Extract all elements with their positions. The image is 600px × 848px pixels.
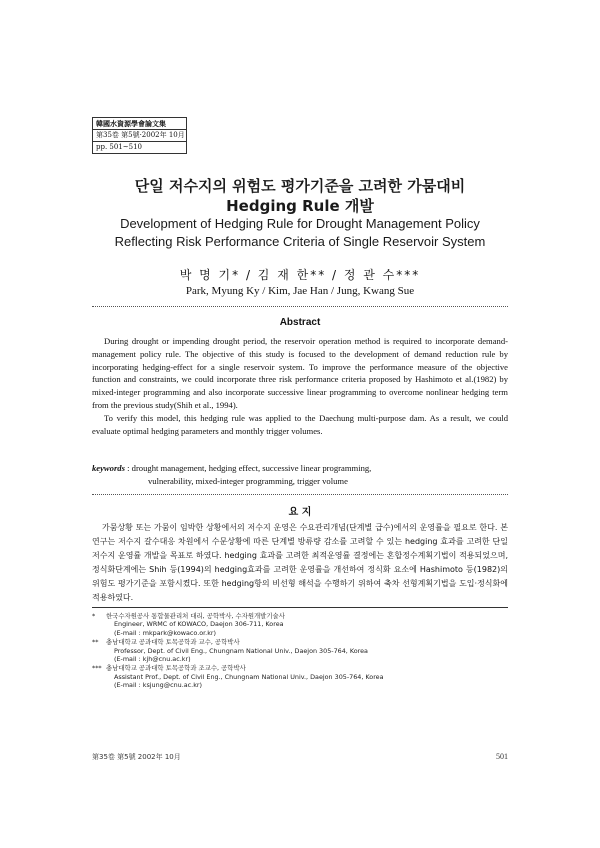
authors-english: Park, Myung Ky / Kim, Jae Han / Jung, Kwang Sue: [185, 285, 415, 297]
footnote-3-line3: (E-mail : ksjung@cnu.ac.kr): [114, 681, 203, 690]
footnote-1: [92, 612, 508, 637]
abstract-paragraph-1: During drought or impending drought period, the reservoir operation method is required to incorporate demand-management policy rule. The objective of this study is focused to the development of demand reduction rule by incorporating hedging-effect for a single reservoir system. To improve the performance measure of the objective function and constraints, we could incorporate three risk performance criteria proposed by Hashimoto et al.(1982) by mixed-integer programming and also incorporate successive linear programming to overcome nonlinear hedging term from the previous study(Shih et al., 1994).: [92, 336, 508, 410]
summary-body: 가뭄상황 또는 가뭄이 임박한 상황에서의 저수지 운영은 수요관리개념(단계별 급수)에서의 운영률을 필요로 한다. 본 연구는 저수지 갈수대응 차원에서 수문상황에 따른 단계별 방류량 감소를 고려할 수 있는 hedging 효과를 고려한 단일 저수지 운영률 개발을 목표로 하였다. hedging 효과를 고려한 최적운영률 결정에는 혼합정수계획기법이 적용되었으며, 정식화단계에는 Shih 등(1994)의 hedging효과를 고려한 운영률을 개선하여 정식화 요소에 Hashimoto 등(1982)의 위험도 평가기준을 포함시켰다. 또한 hedging항의 비선형 해석을 수행하기 위하여 축차 선형계획기법을 도입·정식화에 적용하였다.: [92, 523, 508, 602]
page-number: 501: [496, 752, 508, 761]
footnote-1-line3: (E-mail : mkpark@kowaco.or.kr): [114, 628, 217, 637]
journal-info-box: [92, 117, 187, 154]
title-english-line2: Reflecting Risk Performance Criteria of Single Reservoir System: [114, 234, 486, 249]
abstract-heading: Abstract: [279, 317, 321, 328]
divider-top: [92, 306, 508, 307]
footnote-2: [92, 638, 508, 663]
title-korean-line2: Hedging Rule 개발: [226, 197, 374, 215]
divider-middle: [92, 494, 508, 495]
journal-volume: 第35卷 第5號·2002年 10月: [93, 130, 186, 142]
footnote-3-line1: 충남대학교 공과대학 토목공학과 조교수, 공학박사: [106, 664, 246, 673]
keywords: [92, 462, 508, 488]
footnote-2-line3: (E-mail : kjh@cnu.ac.kr): [114, 655, 191, 664]
journal-pages: pp. 501~510: [96, 143, 142, 151]
footnote-2-mark: **: [92, 638, 99, 647]
abstract-paragraph-2: To verify this model, this hedging rule was applied to the Daechung multi-purpose dam. As a result, we could evaluate optimal hedging parameters and monthly trigger volumes.: [92, 412, 508, 436]
footnote-2-line1: 충남대학교 공과대학 토목공학과 교수, 공학박사: [106, 638, 240, 647]
abstract-body: [92, 335, 508, 437]
footnote-2-line2: Professor, Dept. of Civil Eng., Chungnam National Univ., Daejon 305-764, Korea: [114, 646, 368, 655]
keywords-line2: vulnerability, mixed-integer programming, trigger volume: [148, 476, 348, 486]
footnote-3-mark: ***: [92, 664, 102, 673]
summary-heading: 요 지: [288, 507, 312, 518]
footnote-3-line2: Assistant Prof., Dept. of Civil Eng., Chungnam National Univ., Daejon 305-764, Korea: [114, 672, 384, 681]
keywords-line1: : drought management, hedging effect, successive linear programming,: [127, 463, 372, 473]
journal-name: 韓國水資源學會論文集: [93, 118, 186, 130]
footnote-separator: [92, 607, 508, 608]
authors-korean: 박 명 기* / 김 재 한** / 정 관 수***: [179, 268, 421, 282]
title-english-line1: Development of Hedging Rule for Drought Management Policy: [120, 216, 480, 231]
footer-journal-issue: 第35卷 第5號 2002年 10月: [92, 753, 181, 761]
footnote-1-mark: *: [92, 612, 96, 620]
footnote-1-line1: 한국수자원공사 통합물관리처 대리, 공학박사, 수자원개발기술사: [106, 612, 285, 620]
title-korean-line1: 단일 저수지의 위험도 평가기준을 고려한 가뭄대비: [134, 177, 466, 195]
keywords-label: keywords: [92, 463, 125, 473]
footnotes: [92, 612, 508, 691]
footnote-3: [92, 664, 508, 689]
footnote-1-line2: Engineer, WRMC of KOWACO, Daejon 306-711, Korea: [114, 620, 284, 629]
